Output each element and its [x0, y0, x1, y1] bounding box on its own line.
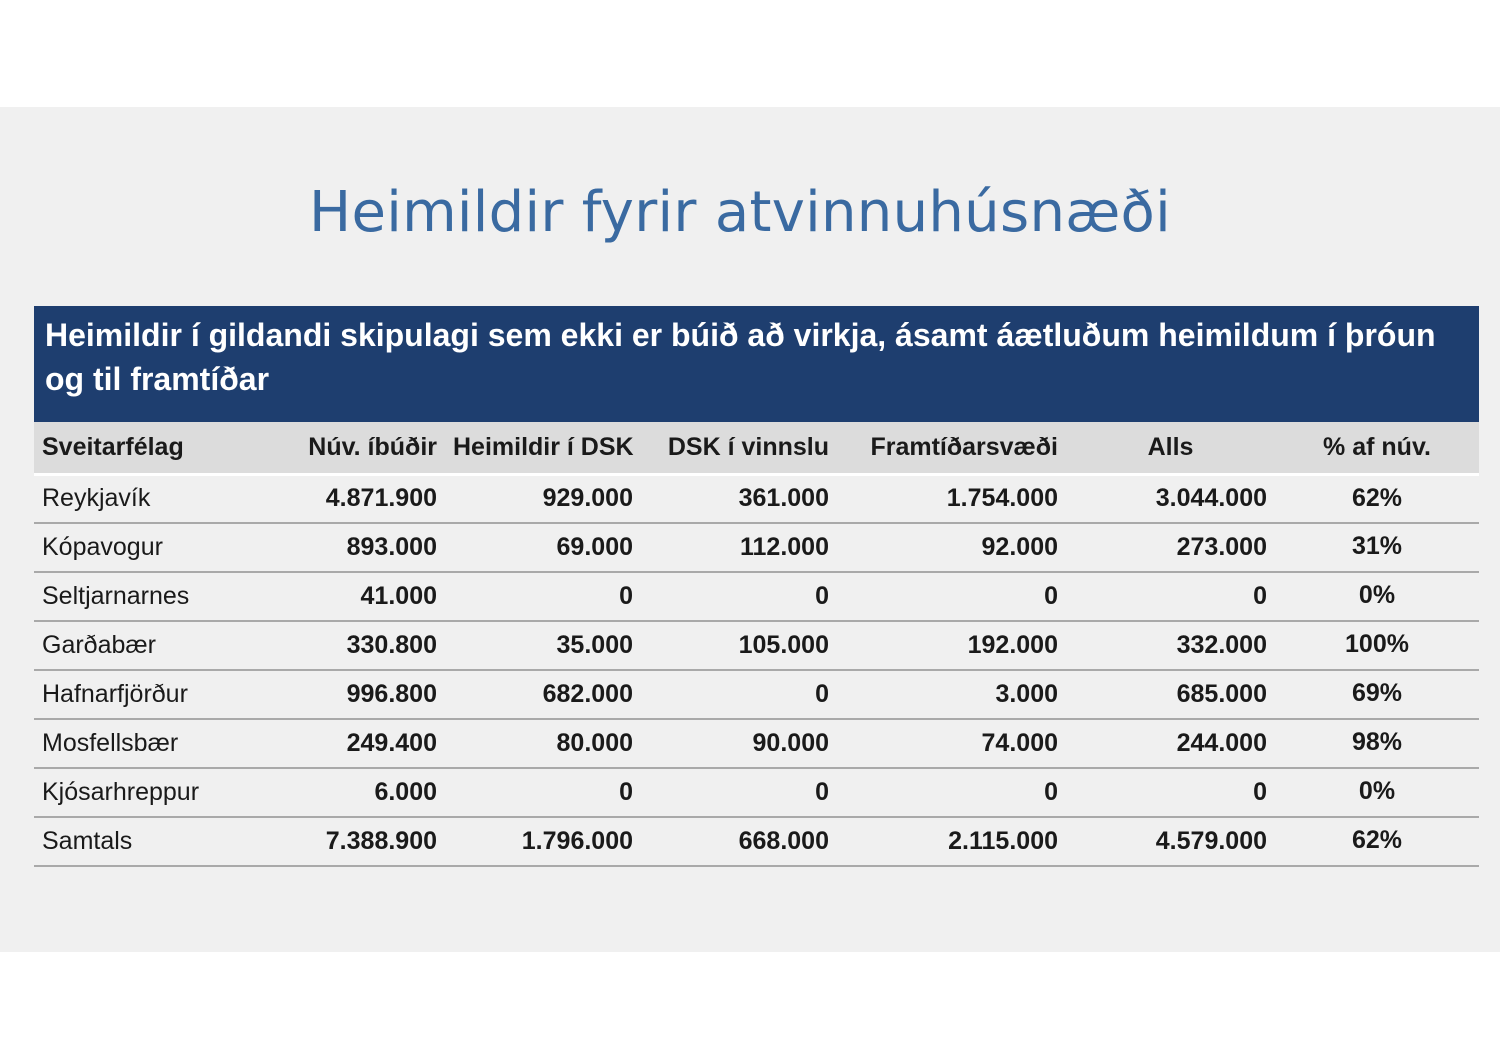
cell-value: 0: [815, 778, 829, 806]
cell-percent: 0%: [1358, 581, 1396, 609]
cell-value: 2.115.000: [948, 827, 1058, 855]
cell-value: 80.000: [556, 729, 633, 757]
cell-value: 682.000: [542, 680, 633, 708]
cell-value: 3.000: [995, 680, 1058, 708]
column-header-framtidarsvaedi: Framtíðarsvæði: [837, 422, 1066, 474]
cell-municipality: Samtals: [42, 827, 133, 855]
column-header-pct-af-nuv: % af núv.: [1275, 422, 1479, 474]
cell-value: 0: [619, 582, 633, 610]
cell-value: 74.000: [981, 729, 1058, 757]
cell-value: 35.000: [556, 631, 633, 659]
table-row: [34, 719, 1479, 768]
cell-value: 668.000: [738, 827, 829, 855]
column-header-heimildir-dsk: Heimildir í DSK: [445, 422, 641, 474]
cell-value: 41.000: [360, 582, 437, 610]
cell-value: 330.800: [346, 631, 437, 659]
cell-value: 192.000: [967, 631, 1058, 659]
cell-value: 3.044.000: [1155, 484, 1267, 513]
cell-value: 112.000: [740, 533, 829, 561]
table-row: [34, 621, 1479, 670]
cell-value: 273.000: [1176, 533, 1267, 561]
cell-value: 69.000: [556, 533, 633, 561]
cell-percent: 62%: [1351, 826, 1403, 854]
cell-value: 105.000: [738, 631, 829, 659]
cell-municipality: Kjósarhreppur: [42, 778, 200, 806]
cell-value: 0: [815, 680, 829, 708]
cell-municipality: Mosfellsbær: [42, 729, 179, 757]
cell-percent: 69%: [1351, 679, 1403, 707]
table-row: [34, 572, 1479, 621]
cell-value: 244.000: [1176, 729, 1267, 757]
column-header-alls: Alls: [1066, 422, 1275, 474]
cell-municipality: Kópavogur: [42, 533, 163, 561]
cell-value: 92.000: [981, 533, 1058, 561]
table-row: [34, 768, 1479, 817]
cell-value: 7.388.900: [325, 827, 437, 855]
cell-percent: 98%: [1351, 728, 1403, 756]
data-table: [34, 422, 1479, 867]
column-header-sveitarfelag: Sveitarfélag: [34, 422, 282, 474]
cell-value: 332.000: [1176, 631, 1267, 659]
cell-value: 0: [815, 582, 829, 610]
cell-value: 929.000: [542, 484, 633, 513]
table-row: [34, 670, 1479, 719]
table-row: [34, 474, 1479, 523]
cell-value: 90.000: [752, 729, 829, 757]
cell-value: 996.800: [346, 680, 437, 708]
cell-value: 0: [1253, 582, 1267, 610]
cell-percent: 62%: [1351, 483, 1403, 512]
data-table-container: [34, 306, 1479, 867]
cell-value: 0: [1253, 778, 1267, 806]
cell-value: 4.871.900: [325, 484, 437, 513]
table-header-row: [34, 422, 1479, 474]
cell-value: 361.000: [738, 484, 829, 513]
cell-value: 6.000: [374, 778, 437, 806]
slide: [0, 107, 1500, 952]
cell-percent: 0%: [1358, 777, 1396, 805]
cell-percent: 100%: [1345, 630, 1409, 658]
cell-municipality: Hafnarfjörður: [42, 680, 188, 708]
table-row: [34, 523, 1479, 572]
cell-value: 0: [619, 778, 633, 806]
column-header-dsk-vinnslu: DSK í vinnslu: [641, 422, 837, 474]
cell-value: 4.579.000: [1155, 827, 1267, 855]
cell-value: 893.000: [346, 533, 437, 561]
cell-value: 1.754.000: [946, 484, 1058, 513]
column-header-nuv-ibudir: Núv. íbúðir: [282, 422, 445, 474]
cell-value: 0: [1044, 778, 1058, 806]
cell-value: 249.400: [346, 729, 437, 757]
cell-value: 0: [1044, 582, 1058, 610]
cell-value: 685.000: [1176, 680, 1267, 708]
table-caption: Heimildir í gildandi skipulagi sem ekki er búið að virkja, ásamt áætluðum heimildum í þróun og til framtíðar: [34, 306, 1479, 422]
cell-municipality: Garðabær: [42, 631, 156, 659]
cell-percent: 31%: [1351, 532, 1403, 560]
cell-municipality: Seltjarnarnes: [42, 582, 190, 610]
table-total-row: [34, 817, 1479, 866]
cell-value: 1.796.000: [521, 827, 633, 855]
cell-municipality: Reykjavík: [42, 484, 151, 513]
slide-title: Heimildir fyrir atvinnuhúsnæði: [309, 180, 1171, 245]
